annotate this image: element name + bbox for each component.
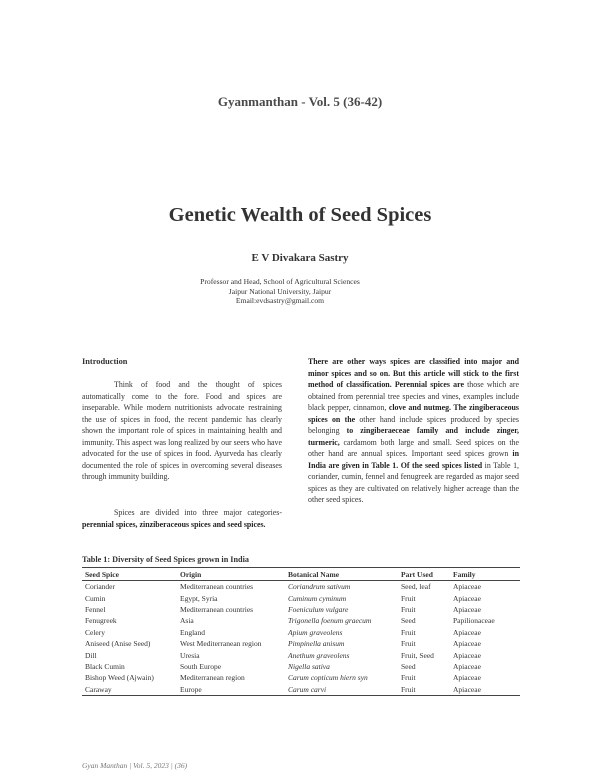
journal-header: Gyanmanthan - Vol. 5 (36-42) — [217, 94, 383, 109]
table-cell: Fruit — [401, 639, 416, 649]
table-cell: Pimpinella anisum — [288, 639, 345, 649]
table-row — [82, 672, 520, 683]
table-cell: Fruit — [401, 593, 416, 603]
table-cell: England — [180, 627, 205, 637]
table-cell: Cuminum cyminum — [288, 593, 347, 603]
table-cell: Apiaceae — [453, 650, 481, 660]
table-cell: West Mediterranean region — [180, 639, 262, 649]
emphasized-text: in India are given in Table 1. Of the seed spices listed — [308, 449, 519, 470]
table-cell: Fruit — [398, 684, 450, 696]
table-cell: Trigonella foenum graecum — [288, 616, 372, 626]
table-cell: South Europe — [180, 661, 222, 671]
table-cell: Black Cumin — [85, 661, 125, 671]
table-cell: Anethum graveolens — [288, 650, 350, 660]
table-cell: Apiaceae — [453, 661, 481, 671]
table-cell: Apiaceae — [453, 593, 481, 603]
table-row — [82, 684, 520, 696]
paragraph-text: those which are obtained from perennial tree species and vines, examples include black pepper, cinnamon, — [308, 380, 519, 412]
column-header: Part Used — [398, 568, 450, 581]
emphasized-text: to the first method of classification. Perennial spices are — [308, 368, 519, 389]
paragraph-text: cardamom both large and small. Seed spices on the other hand are annual spices. Important seed spices grown — [308, 437, 519, 458]
paragraph-text: Spices are divided into three major categories- — [114, 508, 282, 517]
paragraph-text: in Table 1, coriander, cumin, fennel and fenugreek are regarded as major seed spices as they are cultivated on relatively higher acreage than the other seed spices. — [308, 460, 519, 504]
article-title: Genetic Wealth of Seed Spices — [168, 204, 432, 226]
table-cell: Cumin — [85, 593, 106, 603]
column-header: Botanical Name — [285, 568, 398, 581]
affiliation-line: Jaipur National University, Jaipur — [228, 286, 332, 296]
table-cell: Seed — [401, 661, 416, 671]
table-cell: Egypt, Syria — [180, 593, 218, 603]
left-column — [82, 379, 282, 483]
affiliation-line: Professor and Head, School of Agricultural Sciences — [200, 277, 360, 286]
paragraph: Think of food and the thought of spices automatically come to the fore. Food and spices are inseparable. While modern nutritionists advocate restraining the use of spices in food, the recent pandemic has clearly shown the important role of spices in maintaining health and immunity. This aspect was long realized by our seers who have advocated for the use of spices in food. Ayurveda has clearly documented the role of spices in overcoming several diseases through immunity building. — [82, 380, 282, 481]
left-column-2 — [82, 507, 282, 530]
table-cell: Aniseed (Anise Seed) — [85, 639, 151, 649]
table-cell: Carum carvi — [285, 684, 398, 696]
table-row — [82, 638, 520, 649]
table-row — [82, 592, 520, 603]
author-email: Email:evdsastry@gmail.com — [235, 296, 325, 306]
table-row — [82, 649, 520, 660]
table-cell: Caraway — [82, 684, 177, 696]
table-cell: Fennel — [85, 604, 106, 614]
table-cell: Apiaceae — [453, 627, 481, 637]
table-cell: Mediterranean countries — [180, 582, 254, 592]
table-row — [82, 581, 520, 593]
table-cell: Bishop Weed (Ajwain) — [85, 673, 154, 683]
paragraph — [308, 356, 519, 506]
table-cell: Celery — [85, 627, 105, 637]
table-cell: Seed — [401, 616, 416, 626]
table-caption: Table 1: Diversity of Seed Spices grown in India — [82, 555, 249, 564]
table-cell: Fenugreek — [85, 616, 117, 626]
seed-spices-table — [82, 567, 520, 696]
table-header-row — [82, 568, 520, 581]
table-row — [82, 627, 520, 638]
table-cell: Apiaceae — [450, 684, 520, 696]
table-cell: Apiaceae — [453, 604, 481, 614]
table-cell: Apiaceae — [453, 639, 481, 649]
table-cell: Apium graveolens — [288, 627, 343, 637]
table-row — [82, 661, 520, 672]
table-cell: Dill — [85, 650, 97, 660]
table-cell: Europe — [177, 684, 285, 696]
author-name: E V Divakara Sastry — [251, 252, 349, 264]
table-cell: Fruit — [401, 627, 416, 637]
table-cell: Fruit — [401, 604, 416, 614]
table-row — [82, 615, 520, 626]
column-header: Origin — [177, 568, 285, 581]
table-cell: Mediterranean region — [180, 673, 245, 683]
emphasized-text: clove and nutmeg. The zingiberaceous spices on the — [308, 403, 520, 424]
table-cell: Mediterranean countries — [180, 604, 254, 614]
paragraph — [82, 507, 282, 530]
table-cell: Apiaceae — [453, 582, 481, 592]
table-cell: Fruit, Seed — [401, 650, 434, 660]
emphasized-text: to zingiberaeceae family and include zinger, turmeric, — [308, 426, 519, 447]
emphasized-text: There are other ways spices are classified into major and minor spices and so on. But this article will stick — [308, 357, 519, 378]
column-header: Seed Spice — [82, 568, 177, 581]
column-header: Family — [450, 568, 520, 581]
table-row — [82, 604, 520, 615]
table-cell: Asia — [180, 616, 194, 626]
table-cell: Uresia — [180, 650, 200, 660]
table-cell: Foeniculum vulgare — [288, 604, 349, 614]
emphasized-text: perennial spices, zinziberaceous spices and seed spices. — [82, 519, 266, 529]
section-heading-introduction: Introduction — [82, 357, 128, 366]
right-column — [308, 356, 519, 506]
table-cell: Carum copticum hiern syn — [288, 673, 368, 683]
table-cell: Nigella sativa — [288, 661, 330, 671]
table-cell: Papilionaceae — [453, 616, 495, 626]
paragraph-text: other hand include spices produced by species belonging — [308, 414, 519, 435]
page-footer: Gyan Manthan | Vol. 5, 2023 | (36) — [82, 761, 188, 770]
table-cell: Apiaceae — [453, 673, 481, 683]
table-cell: Coriandrum sativum — [288, 582, 351, 592]
table-cell: Fruit — [401, 673, 416, 683]
author-affiliation — [0, 277, 560, 306]
table-cell: Seed, leaf — [401, 582, 431, 592]
table-cell: Coriander — [85, 582, 115, 592]
